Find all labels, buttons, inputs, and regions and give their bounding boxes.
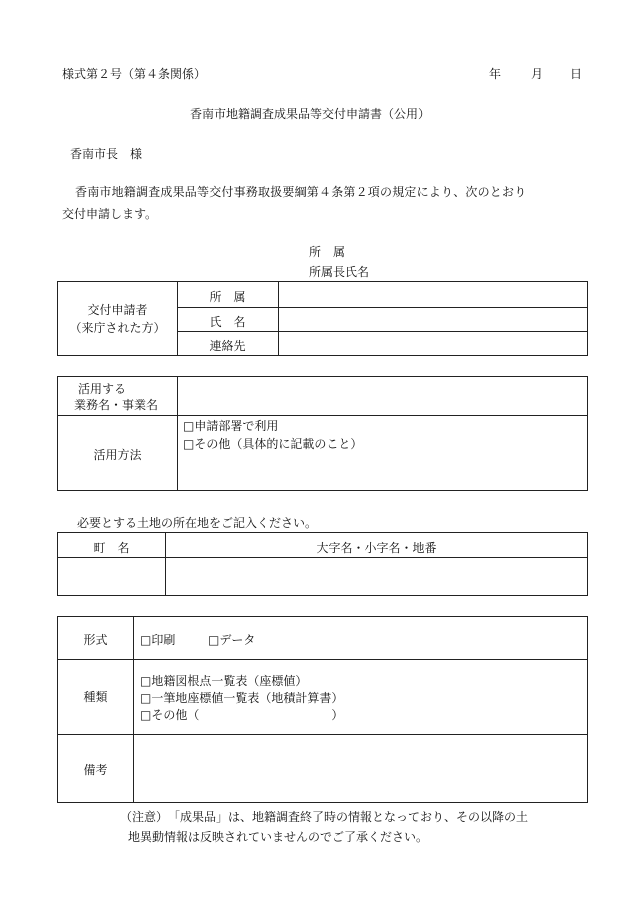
applicant-group-label-1: 交付申請者: [87, 303, 148, 317]
head-name-label: 所属長氏名: [309, 265, 370, 279]
business-label-2: 業務名・事業名: [74, 398, 159, 412]
business-label-1: 活用する: [78, 382, 127, 396]
document-title: 香南市地籍調査成果品等交付申請書（公用）: [190, 107, 431, 121]
applicant-table: [57, 281, 588, 356]
remarks-label: 備考: [83, 763, 108, 777]
format-option-print[interactable]: □印刷: [140, 633, 176, 647]
applicant-contact-label: 連絡先: [209, 339, 246, 353]
date-day-label: 日: [570, 67, 583, 81]
type-option-control-points[interactable]: □地籍図根点一覧表（座標値）: [140, 674, 308, 688]
usage-method-label: 活用方法: [93, 448, 142, 462]
note-line-1: （注意） 「成果品」は、地籍調査終了時の情報となっており、その以降の土: [120, 810, 529, 824]
applicant-affiliation-label: 所 属: [209, 290, 246, 304]
intro-line-1: 香南市地籍調査成果品等交付事務取扱要綱第４条第２項の規定により、次のとおり: [75, 185, 527, 199]
location-table: [57, 532, 588, 596]
method-option-department[interactable]: □申請部署で利用: [183, 419, 279, 433]
product-table: [57, 616, 588, 803]
usage-table: [57, 376, 588, 491]
method-option-other[interactable]: □その他（具体的に記載のこと）: [183, 437, 363, 451]
type-option-other[interactable]: □その他（ ）: [140, 708, 344, 722]
location-instruction: 必要とする土地の所在地をご記入ください。: [77, 516, 318, 530]
applicant-group-label-2: （来庁された方）: [69, 321, 166, 335]
location-town-header: 町 名: [93, 541, 130, 555]
date-year-label: 年: [489, 67, 502, 81]
form-number: 様式第２号（第４条関係）: [62, 67, 207, 81]
note-line-2: 地異動情報は反映されていませんのでご了承ください。: [128, 830, 429, 844]
affiliation-label: 所 属: [309, 245, 346, 259]
type-label: 種類: [83, 690, 108, 704]
format-label: 形式: [83, 633, 108, 647]
applicant-name-label: 氏 名: [209, 315, 246, 329]
type-option-parcel-coordinates[interactable]: □一筆地座標値一覧表（地積計算書）: [140, 691, 344, 705]
intro-line-2: 交付申請します。: [62, 207, 158, 221]
date-month-label: 月: [531, 67, 544, 81]
addressee: 香南市長 様: [70, 147, 143, 161]
location-detail-header: 大字名・小字名・地番: [316, 541, 437, 555]
format-option-data[interactable]: □データ: [208, 633, 256, 647]
